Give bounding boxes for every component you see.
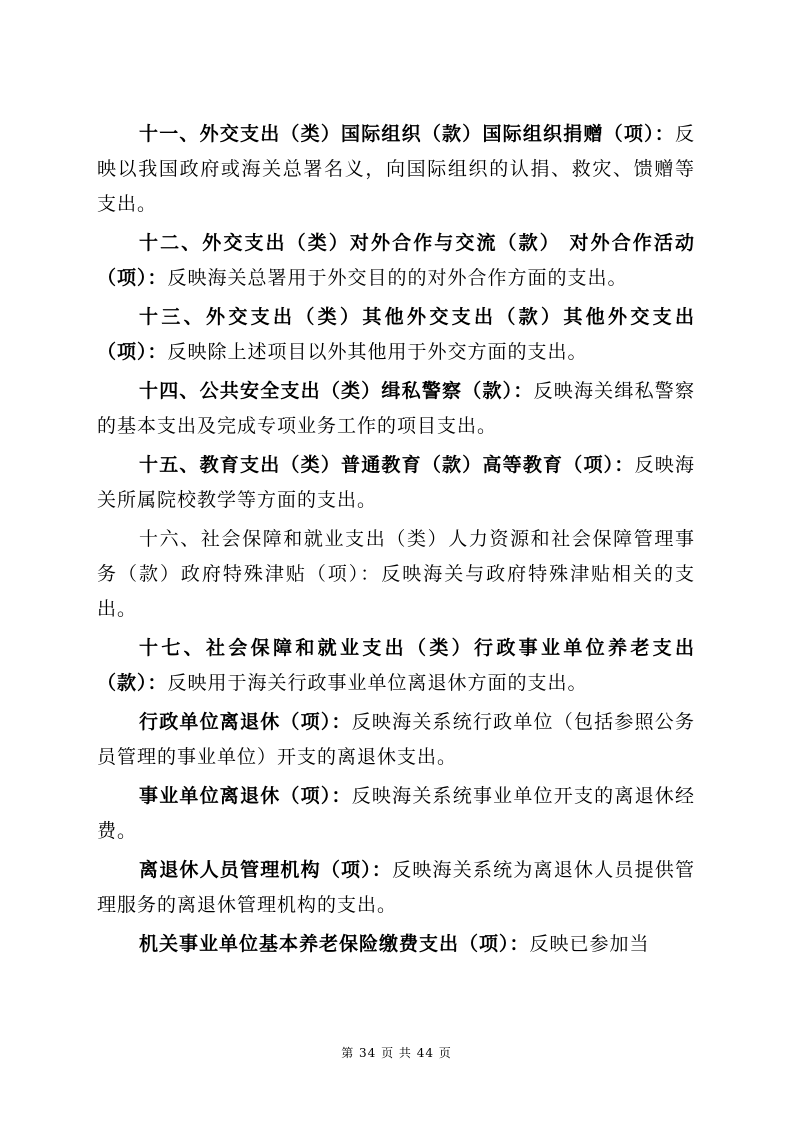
paragraph-11 xyxy=(97,117,695,222)
paragraph-17 xyxy=(97,631,695,701)
paragraph-heading: 十五、教育支出（类）普通教育（款）高等教育（项）： xyxy=(139,454,635,476)
paragraph-text: 反映已参加当 xyxy=(529,933,650,955)
paragraph-text: 反映以我国政府或海关总署名义，向国际组织的认捐、救灾、馈赠等支出。 xyxy=(97,123,695,215)
paragraph-heading: 十四、公共安全支出（类）缉私警察（款）： xyxy=(139,380,534,402)
paragraph-heading: 机关事业单位基本养老保险缴费支出（项）： xyxy=(139,933,530,955)
document-body xyxy=(97,117,695,966)
paragraph-heading: 十二、外交支出（类）对外合作与交流（款） 对外合作活动（项）： xyxy=(97,232,695,289)
page-footer: 第 34 页 共 44 页 xyxy=(341,1046,452,1060)
paragraph-14 xyxy=(97,374,695,444)
paragraph-admin-retirement xyxy=(97,705,695,775)
paragraph-16 xyxy=(97,522,695,627)
paragraph-text: 反映海关缉私警察的基本支出及完成专项业务工作的项目支出。 xyxy=(97,380,695,437)
paragraph-heading: 事业单位离退休（项）： xyxy=(139,785,352,807)
paragraph-heading: 十一、外交支出（类）国际组织（款）国际组织捐赠（项）： xyxy=(139,123,675,145)
paragraph-retiree-management xyxy=(97,853,695,923)
paragraph-text: 反映海关所属院校教学等方面的支出。 xyxy=(97,454,695,511)
paragraph-text: 反映海关系统为离退休人员提供管理服务的离退休管理机构的支出。 xyxy=(97,859,695,916)
paragraph-pension-contribution xyxy=(97,927,695,962)
paragraph-15 xyxy=(97,448,695,518)
paragraph-institution-retirement xyxy=(97,779,695,849)
paragraph-text: 反映海关系统事业单位开支的离退休经费。 xyxy=(97,785,695,842)
paragraph-13 xyxy=(97,300,695,370)
paragraph-heading: 离退休人员管理机构（项）： xyxy=(139,859,393,881)
paragraph-text: 反映用于海关行政事业单位离退休方面的支出。 xyxy=(167,672,588,694)
paragraph-12 xyxy=(97,226,695,296)
paragraph-text: 反映海关总署用于外交目的的对外合作方面的支出。 xyxy=(167,267,628,289)
paragraph-heading: 十七、社会保障和就业支出（类）行政事业单位养老支出（款）： xyxy=(97,637,695,694)
paragraph-heading: 十三、外交支出（类）其他外交支出（款）其他外交支出（项）： xyxy=(97,306,695,363)
paragraph-text: 反映海关系统行政单位（包括参照公务员管理的事业单位）开支的离退休支出。 xyxy=(97,711,695,768)
paragraph-heading: 行政单位离退休（项）： xyxy=(139,711,352,733)
paragraph-text: 反映除上述项目以外其他用于外交方面的支出。 xyxy=(167,341,588,363)
paragraph-text: 十六、社会保障和就业支出（类）人力资源和社会保障管理事务（款）政府特殊津贴（项）：反映海关与政府特殊津贴相关的支出。 xyxy=(97,528,695,620)
